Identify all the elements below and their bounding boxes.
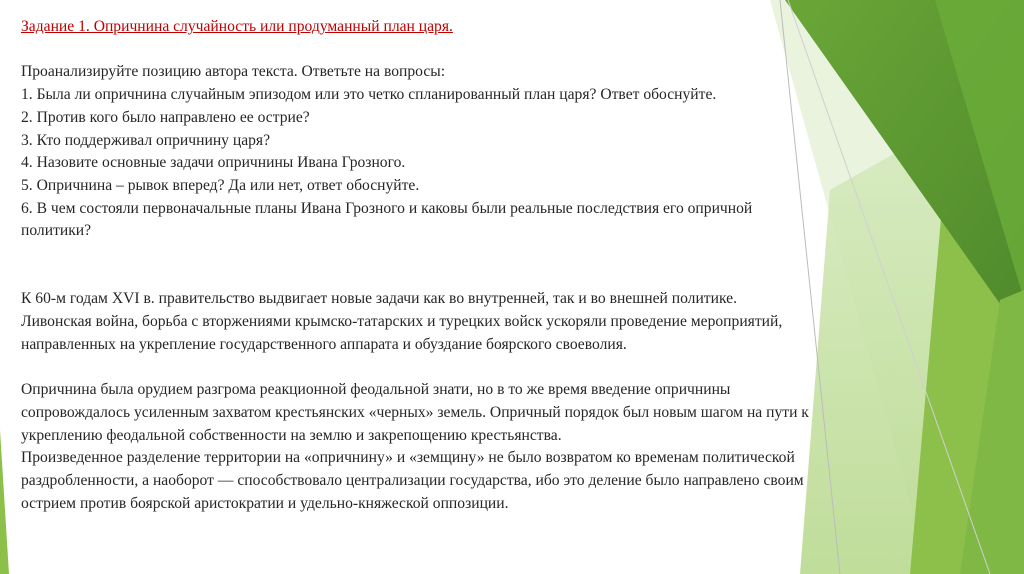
question-1: 1. Была ли опричнина случайным эпизодом или это четко спланированный план царя? Ответ обоснуйте. bbox=[21, 86, 717, 104]
slide-text bbox=[21, 16, 921, 515]
paragraph-2-line: сопровождалось усиленным захватом крестьянских «черных» земель. Опричный порядок был новым шагом на пути к bbox=[21, 403, 809, 421]
question-4: 4. Назовите основные задачи опричнины Ивана Грозного. bbox=[21, 154, 406, 172]
paragraph-2-line: Произведенное разделение территории на «опричнину» и «земщину» не было возвратом ко временам политической bbox=[21, 449, 795, 467]
paragraph-2-line: Опричнина была орудием разгрома реакционной феодальной знати, но в то же время введение опричнины bbox=[21, 381, 731, 399]
paragraph-2-line: укреплению феодальной собственности на землю и закрепощению крестьянства. bbox=[21, 426, 562, 444]
question-3: 3. Кто поддерживал опричнину царя? bbox=[21, 131, 271, 149]
paragraph-2-line: раздробленности, а наоборот — способствовало централизации государства, ибо это деление было направлено своим bbox=[21, 472, 804, 490]
paragraph-2-line: острием против боярской аристократии и удельно-княжеской оппозиции. bbox=[21, 494, 509, 512]
question-6: 6. В чем состояли первоначальные планы Ивана Грозного и каковы были реальные последствия его опричной bbox=[21, 199, 753, 217]
left-green-sliver bbox=[0, 430, 9, 574]
paragraph-1-line: направленных на укрепление государственного аппарата и обуздание боярского своеволия. bbox=[21, 335, 627, 353]
question-6-continued: политики? bbox=[21, 222, 92, 240]
paragraph-1-line: К 60-м годам XVI в. правительство выдвигает новые задачи как во внутренней, так и во внешней политике. bbox=[21, 290, 737, 308]
intro-text: Проанализируйте позицию автора текста. Ответьте на вопросы: bbox=[21, 63, 446, 81]
question-2: 2. Против кого было направлено ее острие? bbox=[21, 108, 310, 126]
question-5: 5. Опричнина – рывок вперед? Да или нет, ответ обоснуйте. bbox=[21, 176, 420, 194]
slide-title: Задание 1. Опричнина случайность или продуманный план царя. bbox=[21, 18, 453, 35]
paragraph-1-line: Ливонская война, борьба с вторжениями крымско-татарских и турецких войск ускоряли проведение мероприятий, bbox=[21, 313, 783, 331]
